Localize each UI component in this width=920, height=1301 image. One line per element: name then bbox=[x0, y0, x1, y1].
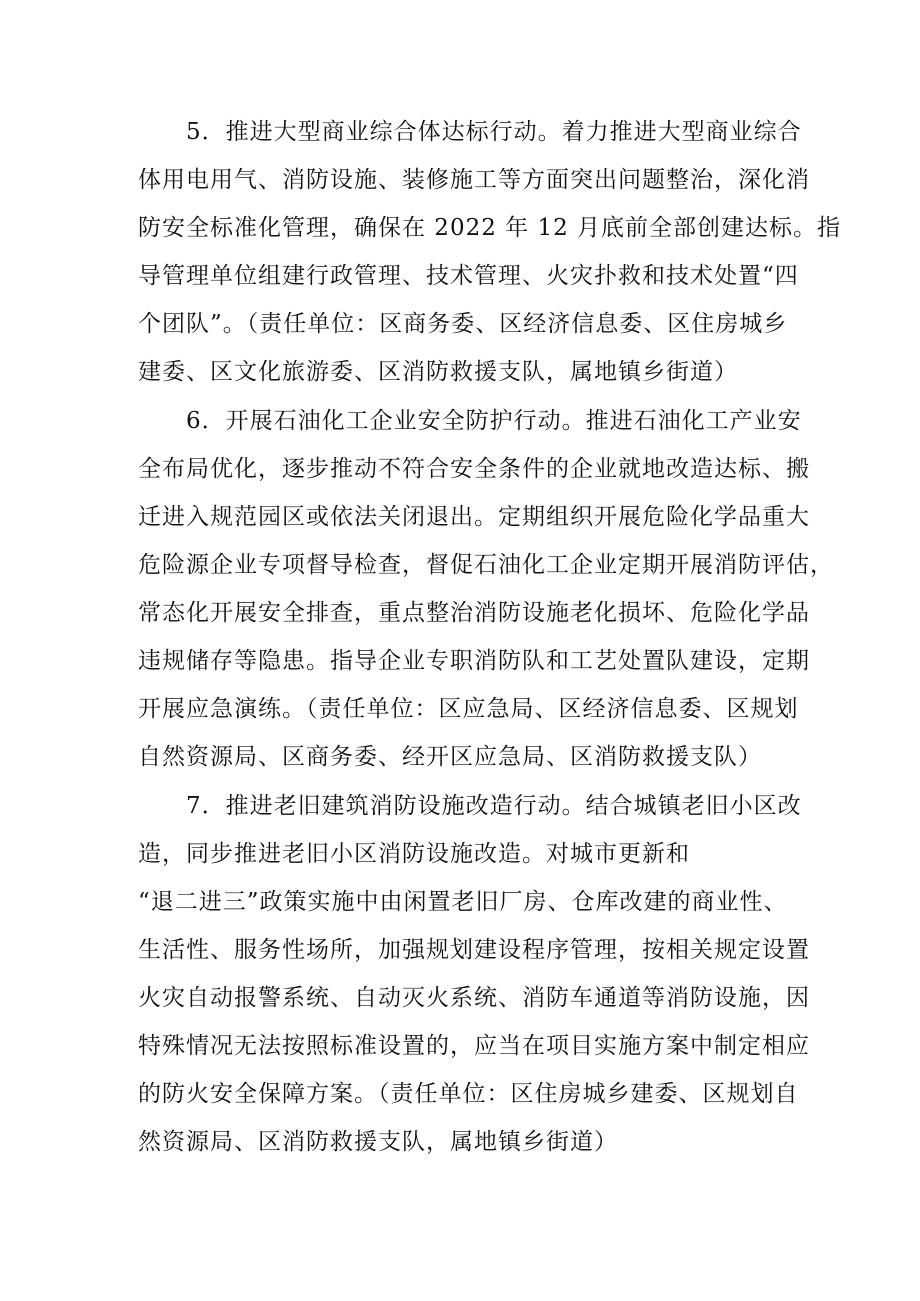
paragraph-line: 导管理单位组建行政管理、技术管理、火灾扑救和技术处置“四 bbox=[138, 263, 799, 289]
paragraph-line: 危险源企业专项督导检查，督促石油化工企业定期开展消防评估， bbox=[138, 552, 834, 578]
paragraph-line: 体用电用气、消防设施、装修施工等方面突出问题整治，深化消 bbox=[138, 167, 810, 193]
paragraph-line: 造，同步推进老旧小区消防设施改造。对城市更新和 bbox=[138, 841, 690, 867]
paragraph-line: 违规储存等隐患。指导企业专职消防队和工艺处置队建设，定期 bbox=[138, 648, 810, 674]
paragraph-line: 常态化开展安全排查，重点整治消防设施老化损坏、危险化学品 bbox=[138, 600, 810, 626]
paragraph-line: 个团队”。（责任单位：区商务委、区经济信息委、区住房城乡 bbox=[138, 311, 788, 337]
paragraph-line: “退二进三”政策实施中由闲置老旧厂房、仓库改建的商业性、 bbox=[138, 889, 788, 915]
paragraph-line: 火灾自动报警系统、自动灭火系统、消防车通道等消防设施，因 bbox=[138, 985, 810, 1011]
paragraph-line: 迁进入规范园区或依法关闭退出。定期组织开展危险化学品重大 bbox=[138, 504, 810, 530]
paragraph-line: 开展应急演练。（责任单位：区应急局、区经济信息委、区规划 bbox=[138, 696, 799, 722]
paragraph-line: 全布局优化，逐步推动不符合安全条件的企业就地改造达标、搬 bbox=[138, 456, 810, 482]
paragraph-line: 7．推进老旧建筑消防设施改造行动。结合城镇老旧小区改 bbox=[186, 793, 802, 819]
paragraph-line: 的防火安全保障方案。（责任单位：区住房城乡建委、区规划自 bbox=[138, 1081, 799, 1107]
paragraph-line: 防安全标准化管理，确保在 2022 年 12 月底前全部创建达标。指 bbox=[138, 215, 842, 241]
paragraph-line: 然资源局、区消防救援支队，属地镇乡街道） bbox=[138, 1129, 618, 1155]
paragraph-line: 5．推进大型商业综合体达标行动。着力推进大型商业综合 bbox=[186, 119, 802, 145]
paragraph-line: 6．开展石油化工企业安全防护行动。推进石油化工产业安 bbox=[186, 408, 802, 434]
paragraph-line: 自然资源局、区商务委、经开区应急局、区消防救援支队） bbox=[138, 744, 762, 770]
paragraph-line: 建委、区文化旅游委、区消防救援支队，属地镇乡街道） bbox=[138, 359, 738, 385]
paragraph-line: 生活性、服务性场所，加强规划建设程序管理，按相关规定设置 bbox=[138, 937, 810, 963]
paragraph-line: 特殊情况无法按照标准设置的，应当在项目实施方案中制定相应 bbox=[138, 1033, 810, 1059]
